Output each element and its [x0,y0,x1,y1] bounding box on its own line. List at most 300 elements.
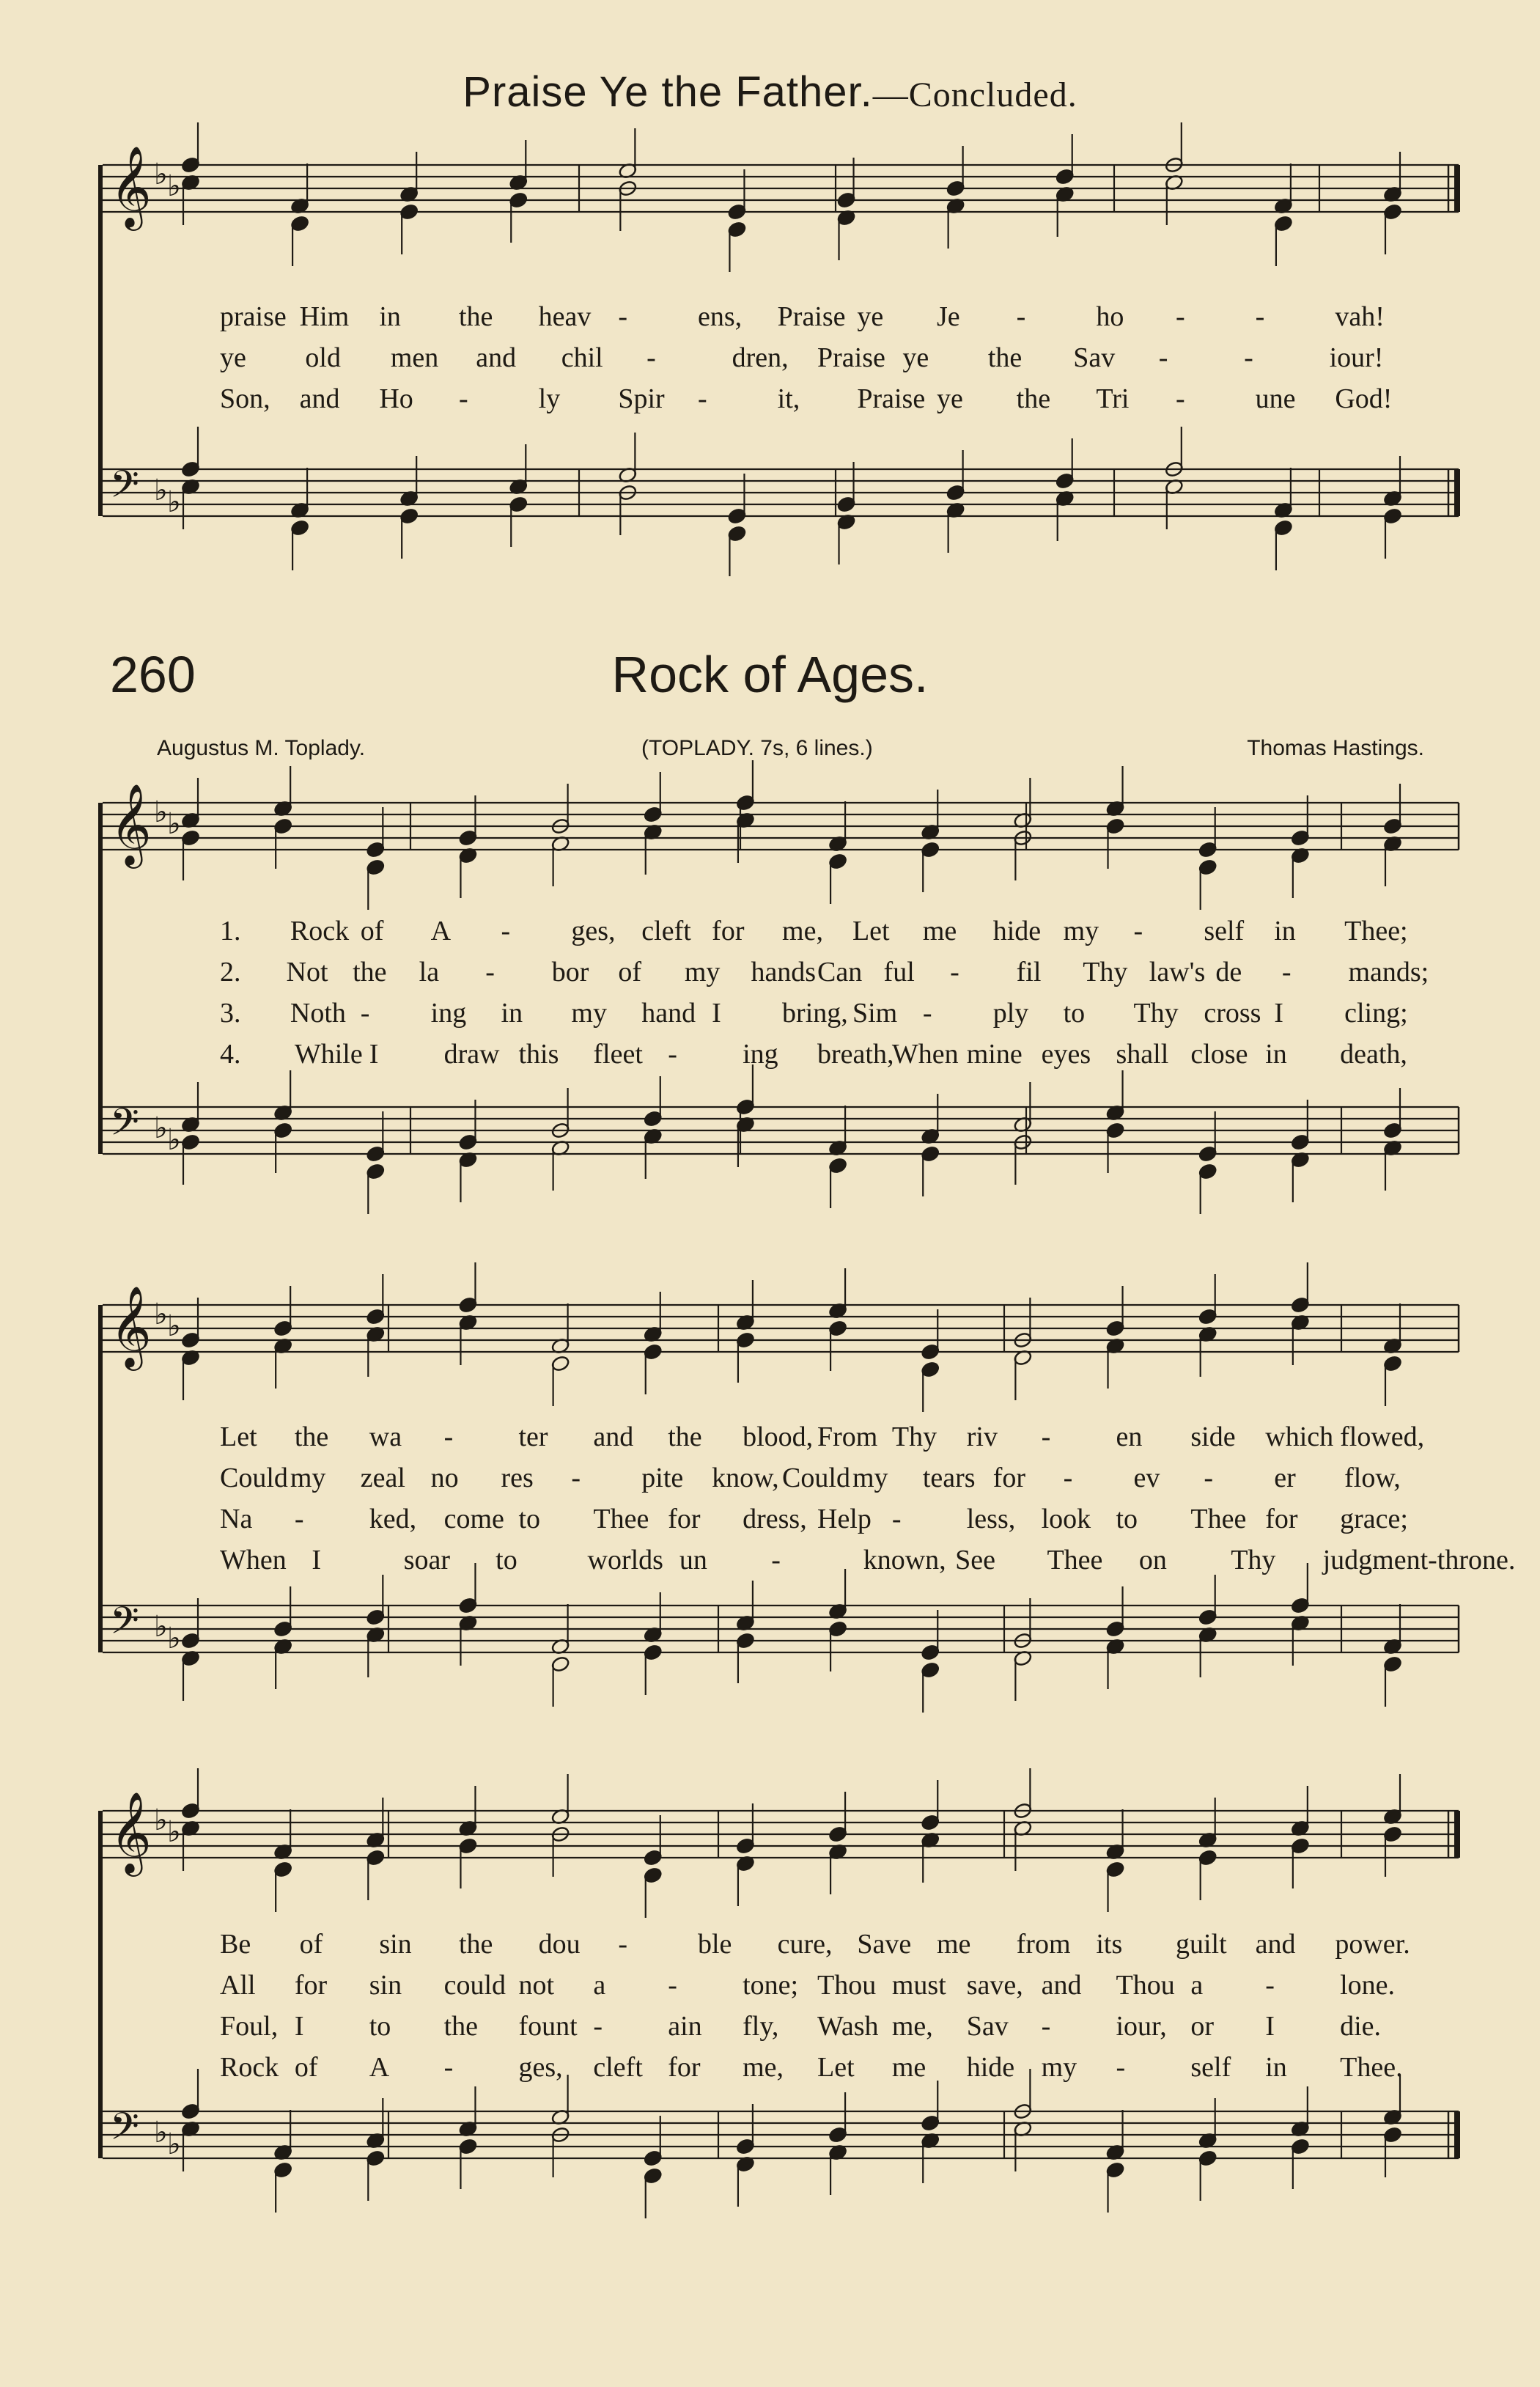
flat-icon: ♭ [167,485,181,519]
bass-clef-icon: 𝄢 [110,2104,139,2158]
lyric-syllable: - [668,1039,677,1070]
lyric-syllable: Thy [891,1421,937,1452]
lyric-syllable: in [379,301,401,332]
lyric-syllable: When [891,1039,959,1070]
lyric-syllable: ges, [518,2052,563,2083]
flat-icon: ♭ [167,169,181,203]
lyric-syllable: cleft [593,2052,643,2083]
lyric-syllable: Thy [1231,1545,1276,1575]
flat-icon: ♭ [167,1309,181,1343]
lyric-syllable: - [1176,301,1185,332]
treble-notes [181,1262,1403,1412]
lyric-syllable: this [518,1039,559,1070]
lyric-syllable: Can [817,957,863,987]
lyric-syllable: - [618,301,627,332]
lyric-syllable: of [360,916,384,946]
treble-notes [181,760,1403,910]
lyric-syllable: - [922,998,932,1029]
lyric-line [0,342,1540,380]
lyric-syllable: Let [817,2052,855,2083]
lyric-syllable: Praise [777,301,846,332]
lyric-syllable: - [1176,383,1185,414]
flat-icon: ♭ [154,1111,168,1145]
flat-icon: ♭ [154,1298,168,1331]
lyric-syllable: - [1016,301,1026,332]
lyric-syllable: of [618,957,641,987]
lyric-syllable: Thee [1047,1545,1103,1575]
lyric-syllable: or [1190,2011,1215,2042]
lyric-syllable: less, [966,1504,1016,1534]
lyric-syllable: hide [966,2052,1015,2083]
lyric-syllable: sin [379,1929,412,1960]
lyric-syllable: the [459,1929,493,1960]
lyric-syllable: and [476,342,517,373]
lyric-syllable: a [593,1970,606,2001]
lyric-syllable: dren, [732,342,789,373]
lyric-syllable: look [1041,1504,1091,1534]
lyric-syllable: I [712,998,721,1029]
lyric-syllable: and [1041,1970,1082,2001]
lyric-syllable: Thy [1083,957,1128,987]
lyric-syllable: die. [1340,2011,1382,2042]
lyric-syllable: the [987,342,1023,373]
bass-notes [181,427,1403,576]
lyric-syllable: and [1255,1929,1296,1960]
bass-clef-icon: 𝄢 [110,1598,139,1652]
lyric-syllable: my [684,957,721,987]
lyric-syllable: - [571,1463,581,1493]
lyric-syllable: heav [538,301,592,332]
lyric-syllable: Could [782,1463,850,1493]
lyric-syllable: hands [751,957,817,987]
lyric-line [0,1421,1540,1459]
lyric-syllable: ly [538,383,561,414]
header-continuation: —Concluded. [872,76,1077,114]
lyric-syllable: ful [883,957,915,987]
lyric-syllable: ter [518,1421,548,1452]
flat-icon: ♭ [154,474,168,507]
lyric-syllable: fount [518,2011,578,2042]
lyric-syllable: Thy [1133,998,1179,1029]
lyric-syllable: When [220,1545,287,1575]
lyric-syllable: to [1116,1504,1138,1534]
flat-icon: ♭ [154,2116,168,2149]
flat-icon: ♭ [167,1815,181,1849]
lyric-syllable: pite [641,1463,684,1493]
lyric-syllable: the [1016,383,1051,414]
staff-treble [103,1285,1459,1371]
lyric-syllable: ho [1096,301,1124,332]
lyric-syllable: fil [1016,957,1042,987]
flat-icon: ♭ [154,158,168,191]
lyric-syllable: Tri [1096,383,1130,414]
lyric-syllable: - [443,2052,454,2083]
lyric-syllable: my [1063,916,1099,946]
lyric-syllable: riv [966,1421,998,1452]
lyric-syllable: ye [902,342,929,373]
lyric-syllable: in [501,998,523,1029]
staff-treble [103,1791,1460,1877]
lyric-syllable: worlds [587,1545,663,1575]
lyric-syllable: me, [743,2052,784,2083]
lyric-syllable: judgment-throne. [1322,1545,1516,1575]
lyric-syllable: its [1096,1929,1123,1960]
staff-bass [103,1100,1459,1157]
lyric-syllable: dress, [743,1504,807,1534]
lyric-syllable: Son, [220,383,270,414]
lyric-syllable: of [299,1929,323,1960]
lyric-syllable: ing [430,998,467,1029]
lyric-syllable: shall [1116,1039,1169,1070]
lyric-syllable: hide [992,916,1042,946]
lyric-syllable: side [1190,1421,1236,1452]
lyric-syllable: Na [220,1504,253,1534]
lyric-syllable: power. [1335,1929,1410,1960]
lyric-syllable: iour! [1329,342,1384,373]
hymn-number: 260 [110,646,196,703]
lyric-syllable: cling; [1344,998,1408,1029]
staff-bass [103,1598,1459,1655]
lyric-syllable: - [1265,1970,1275,2001]
lyric-line [0,301,1540,339]
tune-meter: (TOPLADY. 7s, 6 lines.) [641,736,873,760]
lyric-line [0,1544,1540,1582]
lyric-syllable: ked, [369,1504,417,1534]
lyric-syllable: men [390,342,439,373]
lyric-syllable: All [220,1970,256,2001]
lyric-syllable: iour, [1116,2011,1167,2042]
lyric-syllable: - [1244,342,1253,373]
lyric-syllable: - [1281,957,1292,987]
lyric-syllable: de [1215,957,1242,987]
flat-icon: ♭ [154,1610,168,1644]
lyric-syllable: ges, [571,916,616,946]
lyric-syllable: - [360,998,370,1029]
lyric-line [0,1969,1540,2007]
lyric-syllable: to [369,2011,391,2042]
lyric-syllable: my [1041,2052,1077,2083]
lyric-syllable: - [501,916,511,946]
lyric-syllable: Rock [290,916,350,946]
lyric-syllable: self [1190,2052,1231,2083]
lyric-line [0,2051,1540,2089]
lyric-syllable: Not [286,957,328,987]
bass-clef-icon: 𝄢 [110,1100,139,1153]
lyric-syllable: bor [551,957,589,987]
lyric-syllable: - [668,1970,677,2001]
lyric-syllable: ing [743,1039,778,1070]
lyric-syllable: See [955,1545,995,1575]
lyric-syllable: my [571,998,607,1029]
lyric-syllable: er [1274,1463,1296,1493]
lyric-syllable: to [495,1545,517,1575]
lyric-syllable: my [290,1463,326,1493]
treble-notes [181,1768,1403,1918]
lyric-syllable: chil [561,342,603,373]
lyric-syllable: I [312,1545,322,1575]
lyric-syllable: the [668,1421,702,1452]
lyric-syllable: lone. [1340,1970,1396,2001]
lyric-syllable: Be [220,1929,251,1960]
lyric-syllable: ply [992,998,1029,1029]
lyric-syllable: une [1255,383,1296,414]
lyric-syllable: Save [857,1929,912,1960]
lyric-syllable: death, [1340,1039,1407,1070]
lyric-syllable: come [443,1504,504,1534]
flat-icon: ♭ [167,2127,181,2161]
lyric-syllable: grace; [1340,1504,1408,1534]
lyric-syllable: - [618,1929,627,1960]
lyric-syllable: A [430,916,452,946]
bass-notes [181,2069,1403,2218]
lyric-syllable: Praise [817,342,885,373]
lyric-syllable: save, [966,1970,1023,2001]
staff-bass [103,2104,1460,2161]
flat-icon: ♭ [167,807,181,841]
lyric-syllable: - [485,957,495,987]
lyric-syllable: Sav [1073,342,1116,373]
lyric-syllable: A [369,2052,390,2083]
lyric-line [0,956,1540,994]
lyric-syllable: ye [937,383,963,414]
lyric-syllable: for [712,916,745,946]
header-title: Praise Ye the Father. [463,68,873,116]
lyric-syllable: sin [369,1970,402,2001]
lyric-syllable: ye [857,301,884,332]
lyric-line [0,383,1540,421]
lyric-syllable: of [294,2052,318,2083]
lyric-syllable: - [1133,916,1143,946]
lyric-syllable: me, [782,916,823,946]
hymn-title: Rock of Ages. [611,646,929,703]
hymn-composer: Thomas Hastings. [1247,736,1424,760]
lyric-syllable: mine [966,1039,1023,1070]
lyric-syllable: - [1204,1463,1213,1493]
lyric-syllable: From [817,1421,878,1452]
lyric-syllable: the [294,1421,329,1452]
lyric-syllable: it, [777,383,800,414]
lyric-syllable: self [1204,916,1245,946]
lyric-syllable: Praise [857,383,926,414]
lyric-syllable: not [518,1970,555,2001]
lyric-syllable: for [668,2052,701,2083]
lyric-syllable: must [891,1970,946,2001]
lyric-syllable: a [1190,1970,1204,2001]
lyric-syllable: un [679,1545,707,1575]
lyric-syllable: soar [403,1545,451,1575]
lyric-syllable: Sim [852,998,898,1029]
lyric-syllable: - [646,342,656,373]
lyric-syllable: 3. [220,998,241,1029]
treble-clef-icon: 𝄞 [110,1285,152,1367]
lyric-syllable: Thou [817,1970,877,2001]
lyric-syllable: could [443,1970,506,2001]
lyric-syllable: me [937,1929,971,1960]
lyric-syllable: Let [220,1421,257,1452]
lyric-syllable: - [1063,1463,1073,1493]
lyric-syllable: res [501,1463,534,1493]
lyric-line [0,1462,1540,1500]
lyric-syllable: cleft [641,916,691,946]
lyric-line [0,1038,1540,1076]
lyric-syllable: in [1274,916,1296,946]
lyric-syllable: - [294,1504,304,1534]
lyric-line [0,1928,1540,1966]
final-barline-thick [1454,165,1460,212]
lyric-syllable: me [891,2052,926,2083]
lyric-syllable: fly, [743,2011,779,2042]
lyric-syllable: the [353,957,387,987]
lyric-syllable: to [518,1504,541,1534]
lyric-syllable: flow, [1344,1463,1401,1493]
bass-notes [181,1064,1403,1214]
lyric-syllable: God! [1335,383,1393,414]
lyric-syllable: and [593,1421,634,1452]
lyric-syllable: ye [220,342,246,373]
lyric-syllable: which [1265,1421,1334,1452]
lyric-syllable: ain [668,2011,702,2042]
lyric-line [0,915,1540,953]
lyric-syllable: on [1138,1545,1167,1575]
lyric-syllable: breath, [817,1039,894,1070]
bass-notes [181,1563,1403,1713]
flat-icon: ♭ [167,1622,181,1655]
lyric-syllable: - [459,383,468,414]
lyric-syllable: in [1265,1039,1287,1070]
lyric-syllable: hand [641,998,696,1029]
lyric-line [0,1503,1540,1541]
lyric-syllable: bring, [782,998,848,1029]
lyric-syllable: I [1265,2011,1275,2042]
lyric-syllable: cure, [777,1929,833,1960]
lyric-syllable: Rock [220,2052,279,2083]
lyric-syllable: Ho [379,383,413,414]
final-barline-thick [1454,469,1460,516]
system-bracket [98,165,103,516]
flat-icon: ♭ [154,1803,168,1837]
lyric-syllable: Thee; [1344,916,1408,946]
lyric-syllable: Wash [817,2011,879,2042]
lyric-syllable: my [852,1463,888,1493]
final-barline-thick [1454,1811,1460,1858]
lyric-syllable: I [294,2011,304,2042]
bass-clef-icon: 𝄢 [110,462,139,515]
lyric-syllable: blood, [743,1421,814,1452]
flat-icon: ♭ [167,1123,181,1157]
lyric-syllable: praise [220,301,287,332]
lyric-syllable: old [305,342,341,373]
staff-treble [103,783,1459,869]
lyric-syllable: Noth [290,998,346,1029]
lyric-syllable: Could [220,1463,288,1493]
lyric-syllable: vah! [1335,301,1385,332]
lyric-syllable: 1. [220,916,241,946]
lyric-syllable: - [771,1545,781,1575]
final-barline-thick [1454,2111,1460,2158]
lyric-syllable: known, [863,1545,946,1575]
lyric-syllable: - [1041,1421,1051,1452]
lyric-syllable: Foul, [220,2011,279,2042]
lyric-syllable: dou [538,1929,581,1960]
lyric-syllable: the [443,2011,479,2042]
lyric-syllable: 4. [220,1039,241,1070]
lyric-syllable: zeal [360,1463,405,1493]
lyric-syllable: no [430,1463,459,1493]
lyric-syllable: for [992,1463,1026,1493]
lyric-syllable: I [369,1039,379,1070]
lyric-syllable: la [419,957,440,987]
lyric-syllable: eyes [1041,1039,1091,1070]
lyric-syllable: mands; [1348,957,1429,987]
treble-clef-icon: 𝄞 [110,145,152,227]
treble-clef-icon: 𝄞 [110,783,152,865]
lyric-syllable: guilt [1176,1929,1227,1960]
lyric-syllable: Sav [966,2011,1009,2042]
lyric-syllable: law's [1149,957,1206,987]
lyric-syllable: - [443,1421,454,1452]
lyric-syllable: know, [712,1463,779,1493]
lyric-syllable: - [950,957,959,987]
lyric-syllable: tears [922,1463,976,1493]
lyric-syllable: draw [443,1039,500,1070]
hymn-author: Augustus M. Toplady. [157,736,366,760]
lyric-syllable: ev [1133,1463,1160,1493]
lyric-syllable: ble [698,1929,732,1960]
lyric-syllable: me [922,916,957,946]
lyric-syllable: - [1255,301,1265,332]
lyric-syllable: fleet [593,1039,643,1070]
lyric-syllable: tone; [743,1970,799,2001]
lyric-syllable: - [593,2011,603,2042]
lyric-syllable: to [1063,998,1086,1029]
lyric-syllable: close [1190,1039,1248,1070]
lyric-syllable: Thou [1116,1970,1175,2001]
lyric-syllable: in [1265,2052,1287,2083]
lyric-syllable: 2. [220,957,241,987]
lyric-syllable: Help [817,1504,872,1534]
lyric-syllable: While [294,1039,363,1070]
lyric-syllable: cross [1204,998,1261,1029]
lyric-syllable: en [1116,1421,1143,1452]
lyric-syllable: - [698,383,707,414]
flat-icon: ♭ [154,795,168,829]
lyric-syllable: from [1016,1929,1071,1960]
lyric-syllable: Spir [618,383,665,414]
lyric-syllable: Thee [593,1504,649,1534]
lyric-syllable: me, [891,2011,933,2042]
lyric-syllable: - [1158,342,1168,373]
lyric-line [0,2010,1540,2048]
lyric-syllable: for [1265,1504,1298,1534]
lyric-line [0,997,1540,1035]
lyric-syllable: the [459,301,493,332]
lyric-syllable: Let [852,916,890,946]
lyric-syllable: for [668,1504,701,1534]
lyric-syllable: Thee [1190,1504,1247,1534]
lyric-syllable: wa [369,1421,402,1452]
lyric-syllable: for [294,1970,328,2001]
lyric-syllable: Thee. [1340,2052,1403,2083]
lyric-syllable: Him [299,301,350,332]
lyric-syllable: Je [937,301,960,332]
lyric-syllable: - [1116,2052,1126,2083]
lyric-syllable: ens, [698,301,743,332]
lyric-syllable: and [299,383,340,414]
lyric-syllable: - [1041,2011,1051,2042]
lyric-syllable: I [1274,998,1283,1029]
lyric-syllable: - [891,1504,902,1534]
lyric-syllable: flowed, [1340,1421,1425,1452]
